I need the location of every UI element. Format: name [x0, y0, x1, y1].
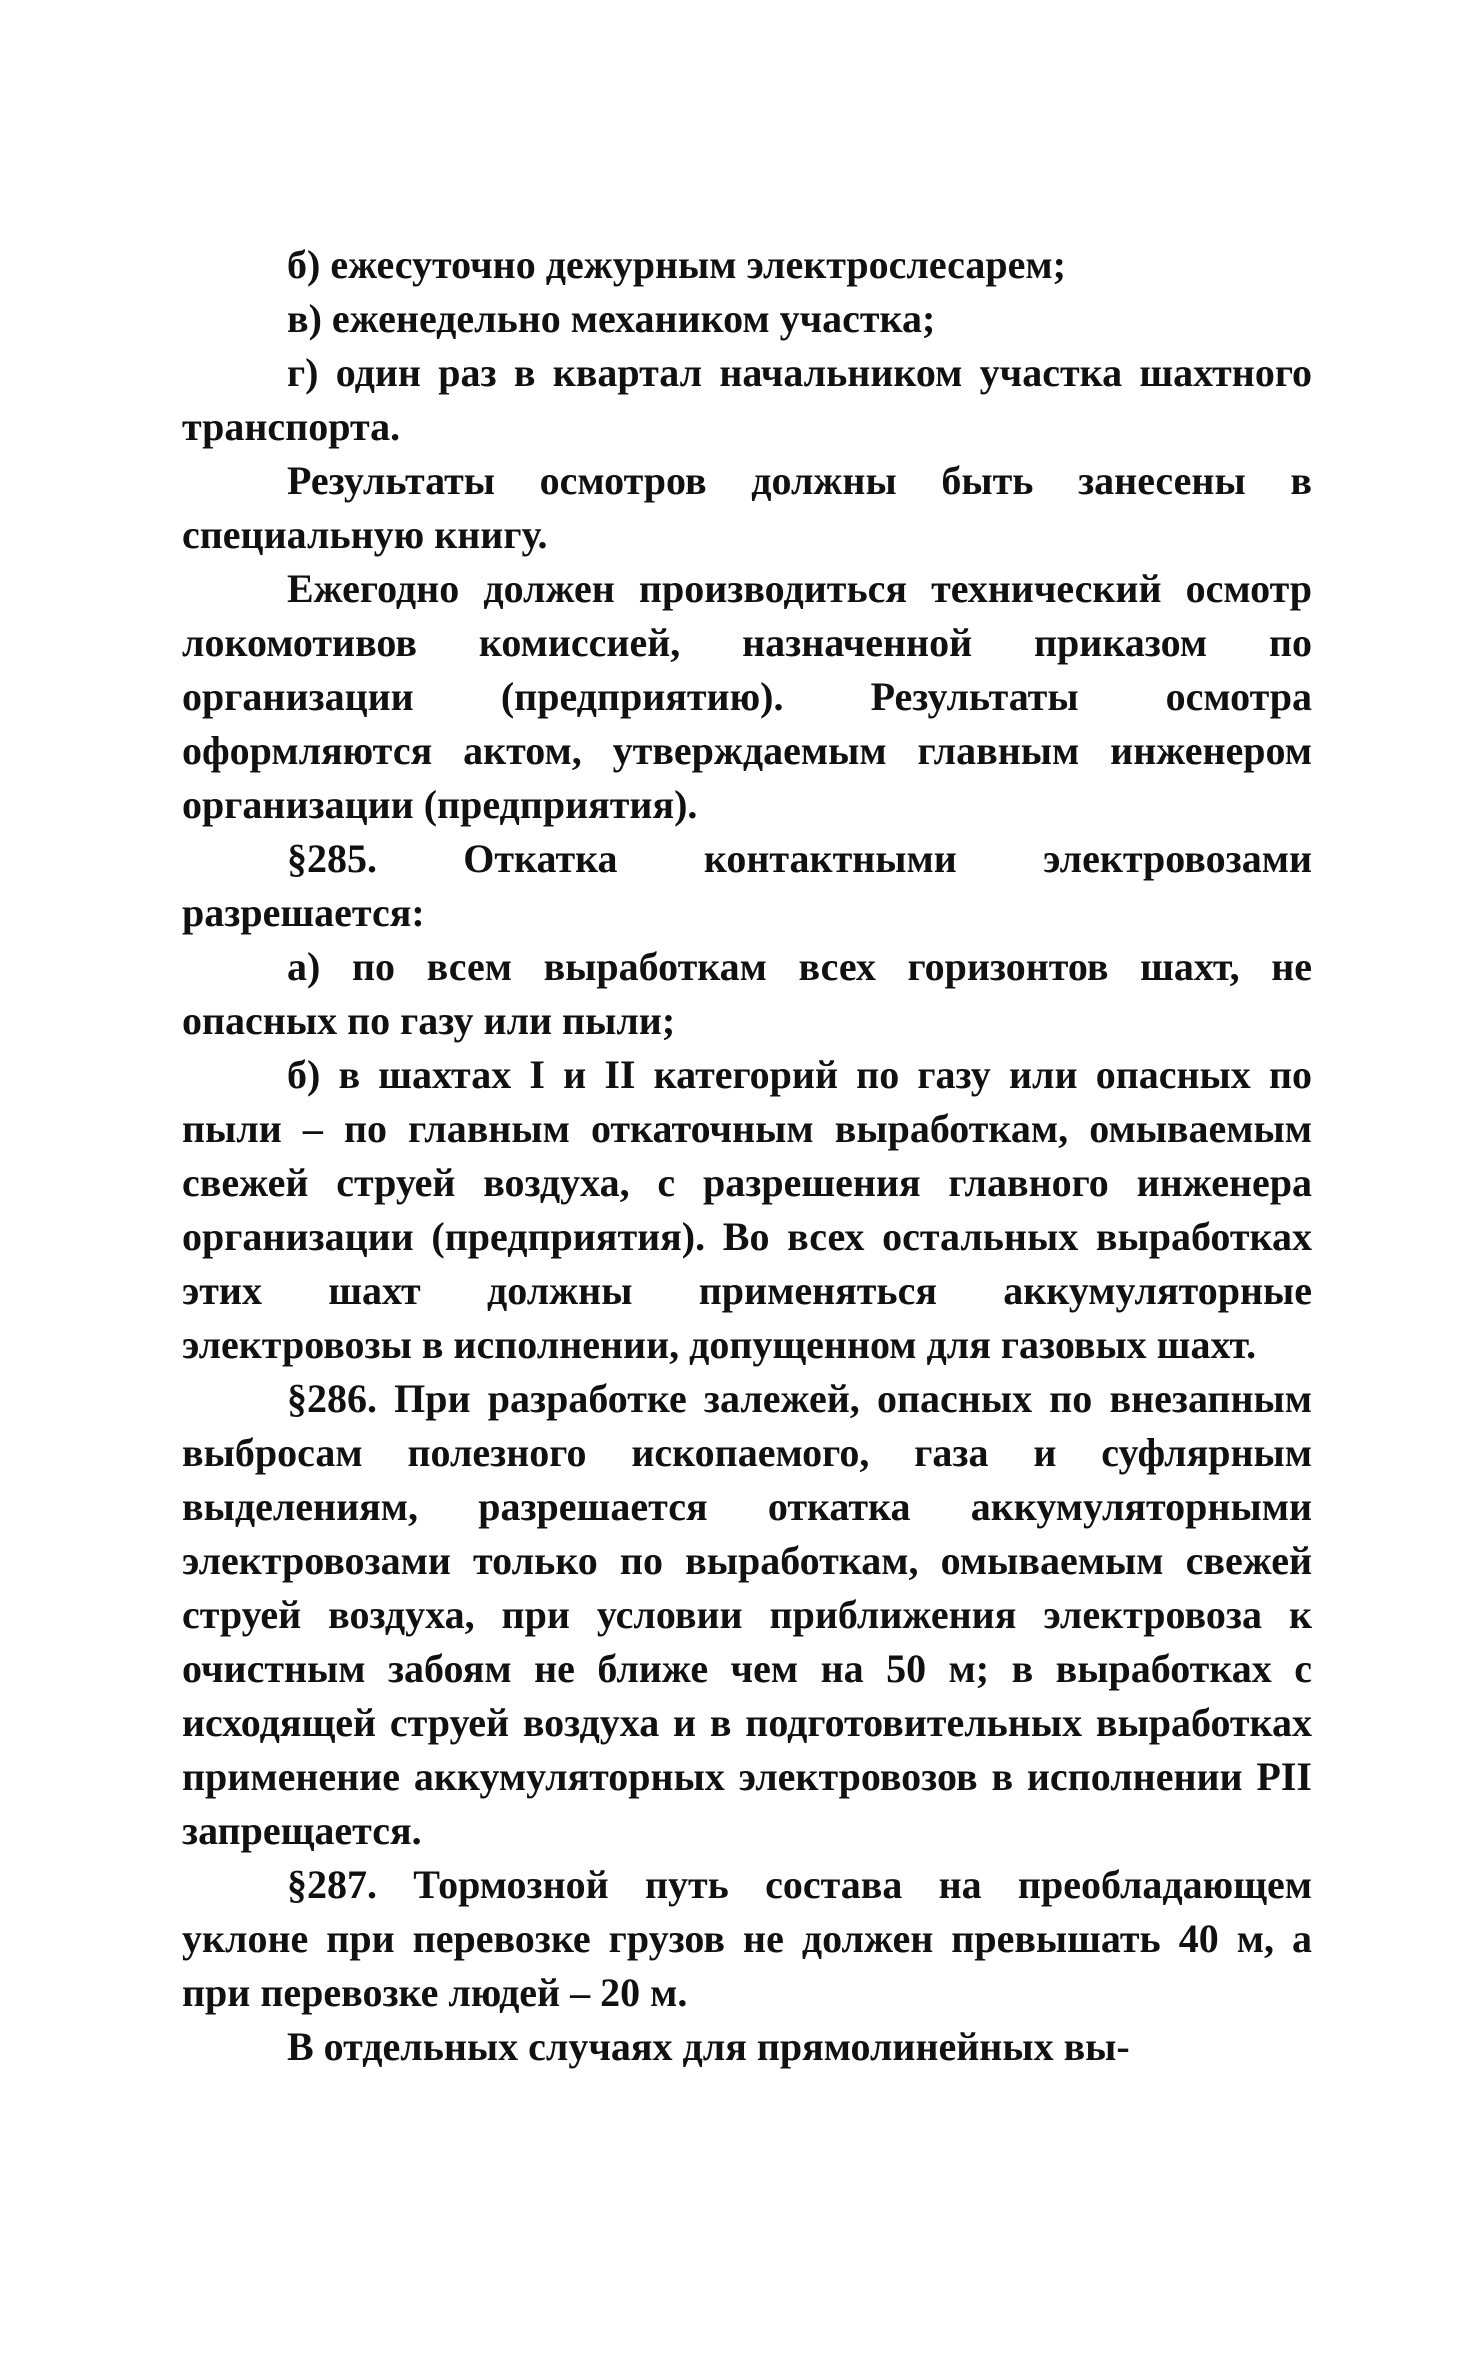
list-item-b-daily-inspection: б) ежесуточно дежурным электрослесарем; [287, 242, 1066, 287]
text-body [182, 238, 1312, 2074]
paragraph-inspection-results: Результаты осмотров должны быть занесены в специальную книгу. [182, 458, 1312, 557]
paragraph-special-cases: В отдельных случаях для прямолинейных вы- [287, 2024, 1130, 2069]
section-287-paragraph: §287. Тормозной путь состава на преобладающем уклоне при перевозке грузов не должен превышать 40 м, а при перевозке людей – 20 м. [182, 1862, 1312, 2015]
list-item-a-all-workings: а) по всем выработкам всех горизонтов шахт, не опасных по газу или пыли; [182, 944, 1312, 1043]
list-item-g-quarterly-inspection: г) один раз в квартал начальником участка шахтного транспорта. [182, 350, 1312, 449]
paragraph-annual-inspection: Ежегодно должен производиться технический осмотр локомотивов комиссией, назначенной приказом по организации (предприятию). Результаты осмотра оформляются актом, утверждаемым главным инженером организации (предприятия). [182, 566, 1312, 827]
section-285-heading: §285. Откатка контактными электровозами разрешается: [182, 836, 1312, 935]
section-286-paragraph: §286. При разработке залежей, опасных по внезапным выбросам полезного ископаемого, газа и суфлярным выделениям, разрешается откатка аккумуляторными электровозами только по выработкам, омываемым свежей струей воздуха, при условии приближения электровоза к очистным забоям не ближе чем на 50 м; в выработках с исходящей струей воздуха и в подготовительных выработках применение аккумуляторных электровозов в исполнении РII запрещается. [182, 1376, 1312, 1853]
list-item-v-weekly-inspection: в) еженедельно механиком участка; [287, 296, 936, 341]
list-item-b-category-mines: б) в шахтах I и II категорий по газу или опасных по пыли – по главным откаточным выработкам, омываемым свежей струей воздуха, с разрешения главного инженера организации (предприятия). Во всех остальных выработках этих шахт должны применяться аккумуляторные электровозы в исполнении, допущенном для газовых шахт. [182, 1052, 1312, 1367]
